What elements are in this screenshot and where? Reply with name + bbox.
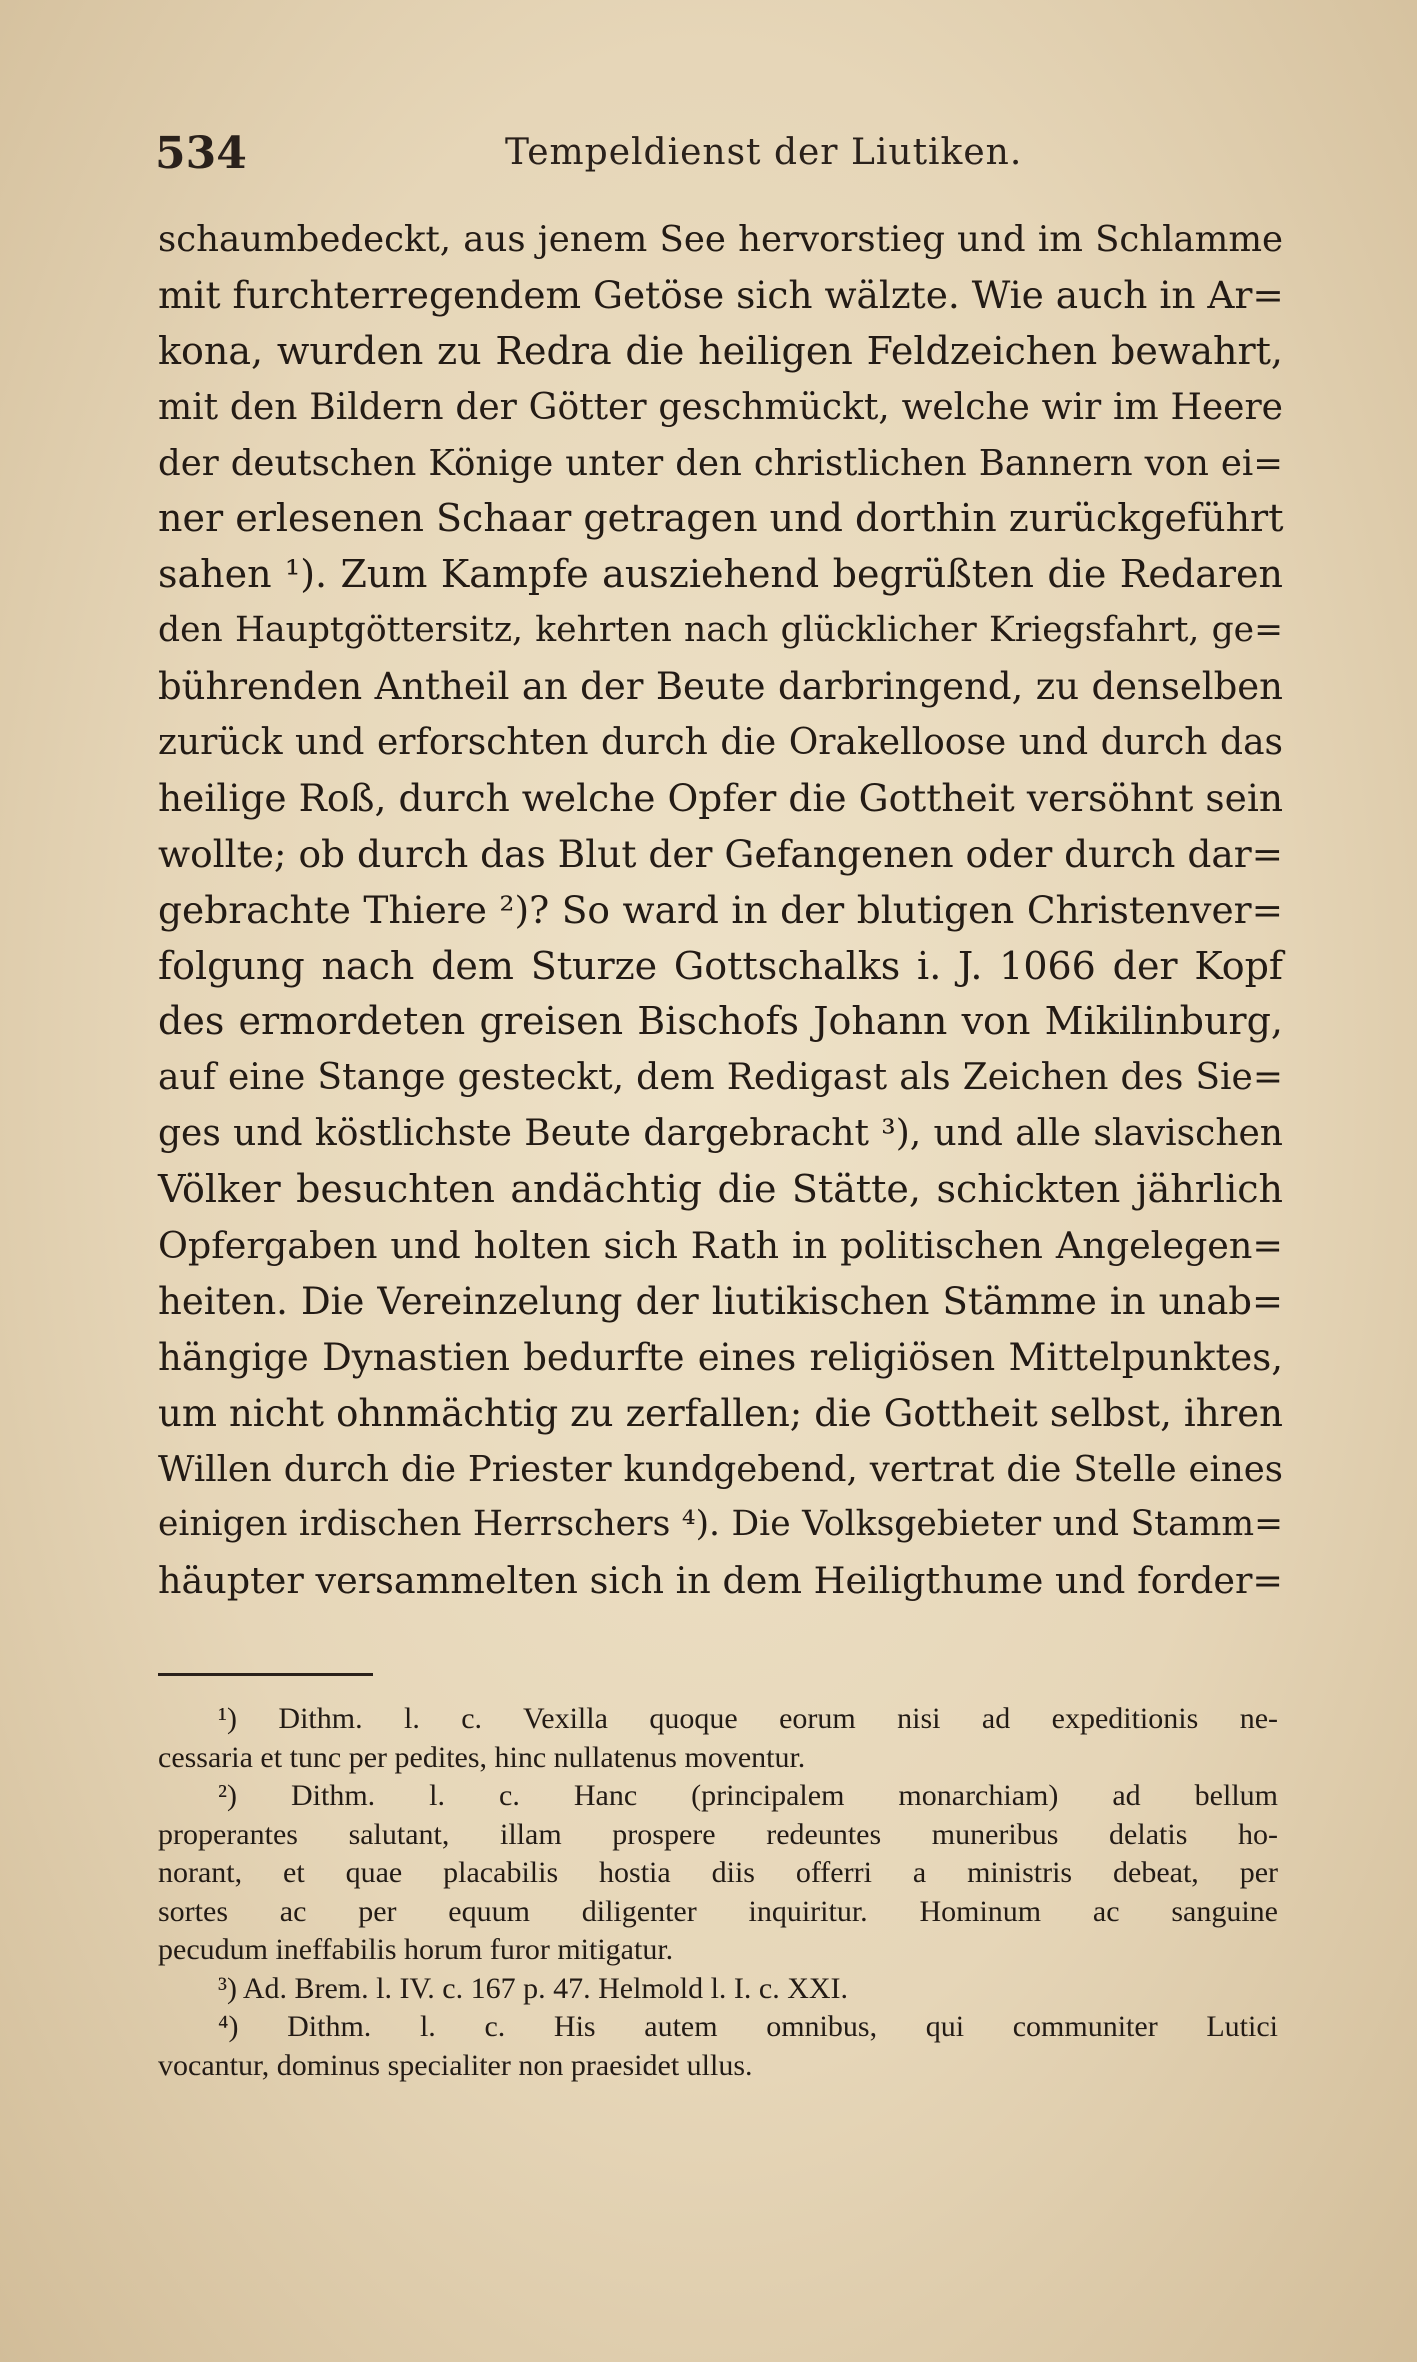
text-line: Völker besuchten andächtig die Stätte, schickten jährlich [158,1167,1283,1212]
text-line: zurück und erforschten durch die Orakelloose und durch das [158,722,1283,764]
text-line: hängige Dynastien bedurfte eines religiösen Mittelpunktes, [158,1335,1283,1379]
text-line: ges und köstlichste Beute dargebracht ³), und alle slavischen [158,1113,1283,1155]
footnote-2-line: properantes salutant, illam prospere redeuntes muneribus delatis ho- [158,1817,1278,1851]
text-line: heiten. Die Vereinzelung der liutikischen Stämme in unab= [158,1279,1283,1323]
footnote-4-line: vocantur, dominus specialiter non praesidet ullus. [158,2048,753,2082]
text-line: bührenden Antheil an der Beute darbringend, zu denselben [158,665,1283,709]
main-text [158,212,1283,1609]
text-line: mit den Bildern der Götter geschmückt, welche wir im Heere [158,386,1283,428]
text-line: um nicht ohnmächtig zu zerfallen; die Gottheit selbst, ihren [158,1391,1283,1435]
footnote-1-line: cessaria et tunc per pedites, hinc nullatenus moventur. [158,1740,806,1774]
text-line: sahen ¹). Zum Kampfe ausziehend begrüßten die Redaren [158,552,1283,597]
page-number: 534 [155,128,247,179]
text-line: kona, wurden zu Redra die heiligen Feldzeichen bewahrt, [158,328,1283,373]
text-line: wollte; ob durch das Blut der Gefangenen oder durch dar= [158,831,1284,876]
footnote-4-line: ⁴) Dithm. l. c. His autem omnibus, qui communiter Lutici [218,2010,1278,2043]
footnote-separator [158,1673,373,1676]
footnote-2-line: ²) Dithm. l. c. Hanc (principalem monarchiam) ad bellum [218,1779,1278,1812]
text-line: heilige Roß, durch welche Opfer die Gottheit versöhnt sein [158,775,1283,820]
text-line: schaumbedeckt, aus jenem See hervorstieg und im Schlamme [158,219,1283,260]
text-line: folgung nach dem Sturze Gottschalks i. J. 1066 der Kopf [158,943,1283,988]
footnotes [158,1700,1278,2085]
text-line: ner erlesenen Schaar getragen und dorthin zurückgeführt [158,496,1284,541]
footnote-3-line: ³) Ad. Brem. l. IV. c. 167 p. 47. Helmold l. I. c. XXI. [218,1971,849,2005]
page-header [155,128,1285,188]
text-line: häupter versammelten sich in dem Heiligthume und forder= [158,1559,1283,1603]
text-line: der deutschen Könige unter den christlichen Bannern von ei= [158,442,1283,484]
text-line: einigen irdischen Herrschers ⁴). Die Volksgebieter und Stamm= [158,1504,1283,1545]
text-line: gebrachte Thiere ²)? So ward in der blutigen Christenver= [158,887,1283,932]
running-title: Tempeldienst der Liutiken. [505,132,1023,173]
text-line: Opfergaben und holten sich Rath in politischen Angelegen= [158,1224,1283,1268]
footnote-2-line: pecudum ineffabilis horum furor mitigatur. [158,1933,674,1966]
footnote-2-line: sortes ac per equum diligenter inquiritur. Hominum ac sanguine [158,1894,1278,1928]
text-line: Willen durch die Priester kundgebend, vertrat die Stelle eines [158,1448,1283,1490]
text-line: des ermordeten greisen Bischofs Johann von Mikilinburg, [158,999,1283,1044]
footnote-2-line: norant, et quae placabilis hostia diis offerri a ministris debeat, per [158,1856,1278,1889]
text-line: mit furchterregendem Getöse sich wälzte. Wie auch in Ar= [158,272,1284,317]
text-line: den Hauptgöttersitz, kehrten nach glücklicher Kriegsfahrt, ge= [158,610,1283,651]
footnote-1-line: ¹) Dithm. l. c. Vexilla quoque eorum nisi ad expeditionis ne- [218,1702,1278,1735]
text-line: auf eine Stange gesteckt, dem Redigast als Zeichen des Sie= [158,1057,1283,1099]
